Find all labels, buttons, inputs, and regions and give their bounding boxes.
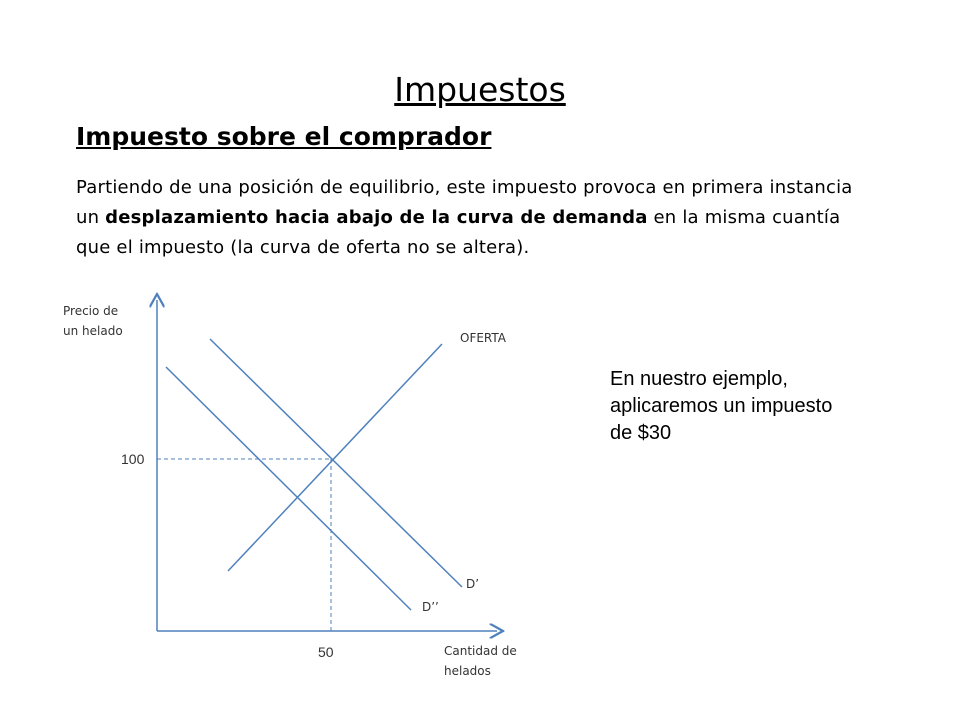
supply-curve — [228, 344, 442, 571]
paragraph-bold-text: desplazamiento hacia abajo de la curva de demanda — [105, 207, 648, 228]
demand-label: D’ — [466, 577, 480, 591]
y-axis-label-line1: Precio de — [63, 304, 119, 318]
x-axis-label-line1: Cantidad de — [444, 644, 517, 658]
paragraph-text-2: en la misma cuantía que el impuesto (la curva de oferta no se altera). — [76, 207, 841, 258]
y-axis-label-line2: un helado — [63, 324, 123, 338]
demand-curve-shifted — [166, 367, 411, 610]
equilibrium-quantity-label: 50 — [318, 644, 334, 660]
paragraph-text-1: Partiendo de una posición de equilibrio, este impuesto provoca en primera instancia un — [76, 177, 853, 228]
slide-subtitle: Impuesto sobre el comprador — [76, 122, 492, 151]
x-axis-label-line2: helados — [444, 664, 491, 678]
equilibrium-price-label: 100 — [121, 451, 145, 467]
slide-title: Impuestos — [394, 70, 566, 109]
supply-label: OFERTA — [460, 331, 507, 345]
demand-shifted-label: D’’ — [422, 600, 439, 614]
example-note: En nuestro ejemplo, aplicaremos un impuesto de $30 — [610, 368, 833, 444]
